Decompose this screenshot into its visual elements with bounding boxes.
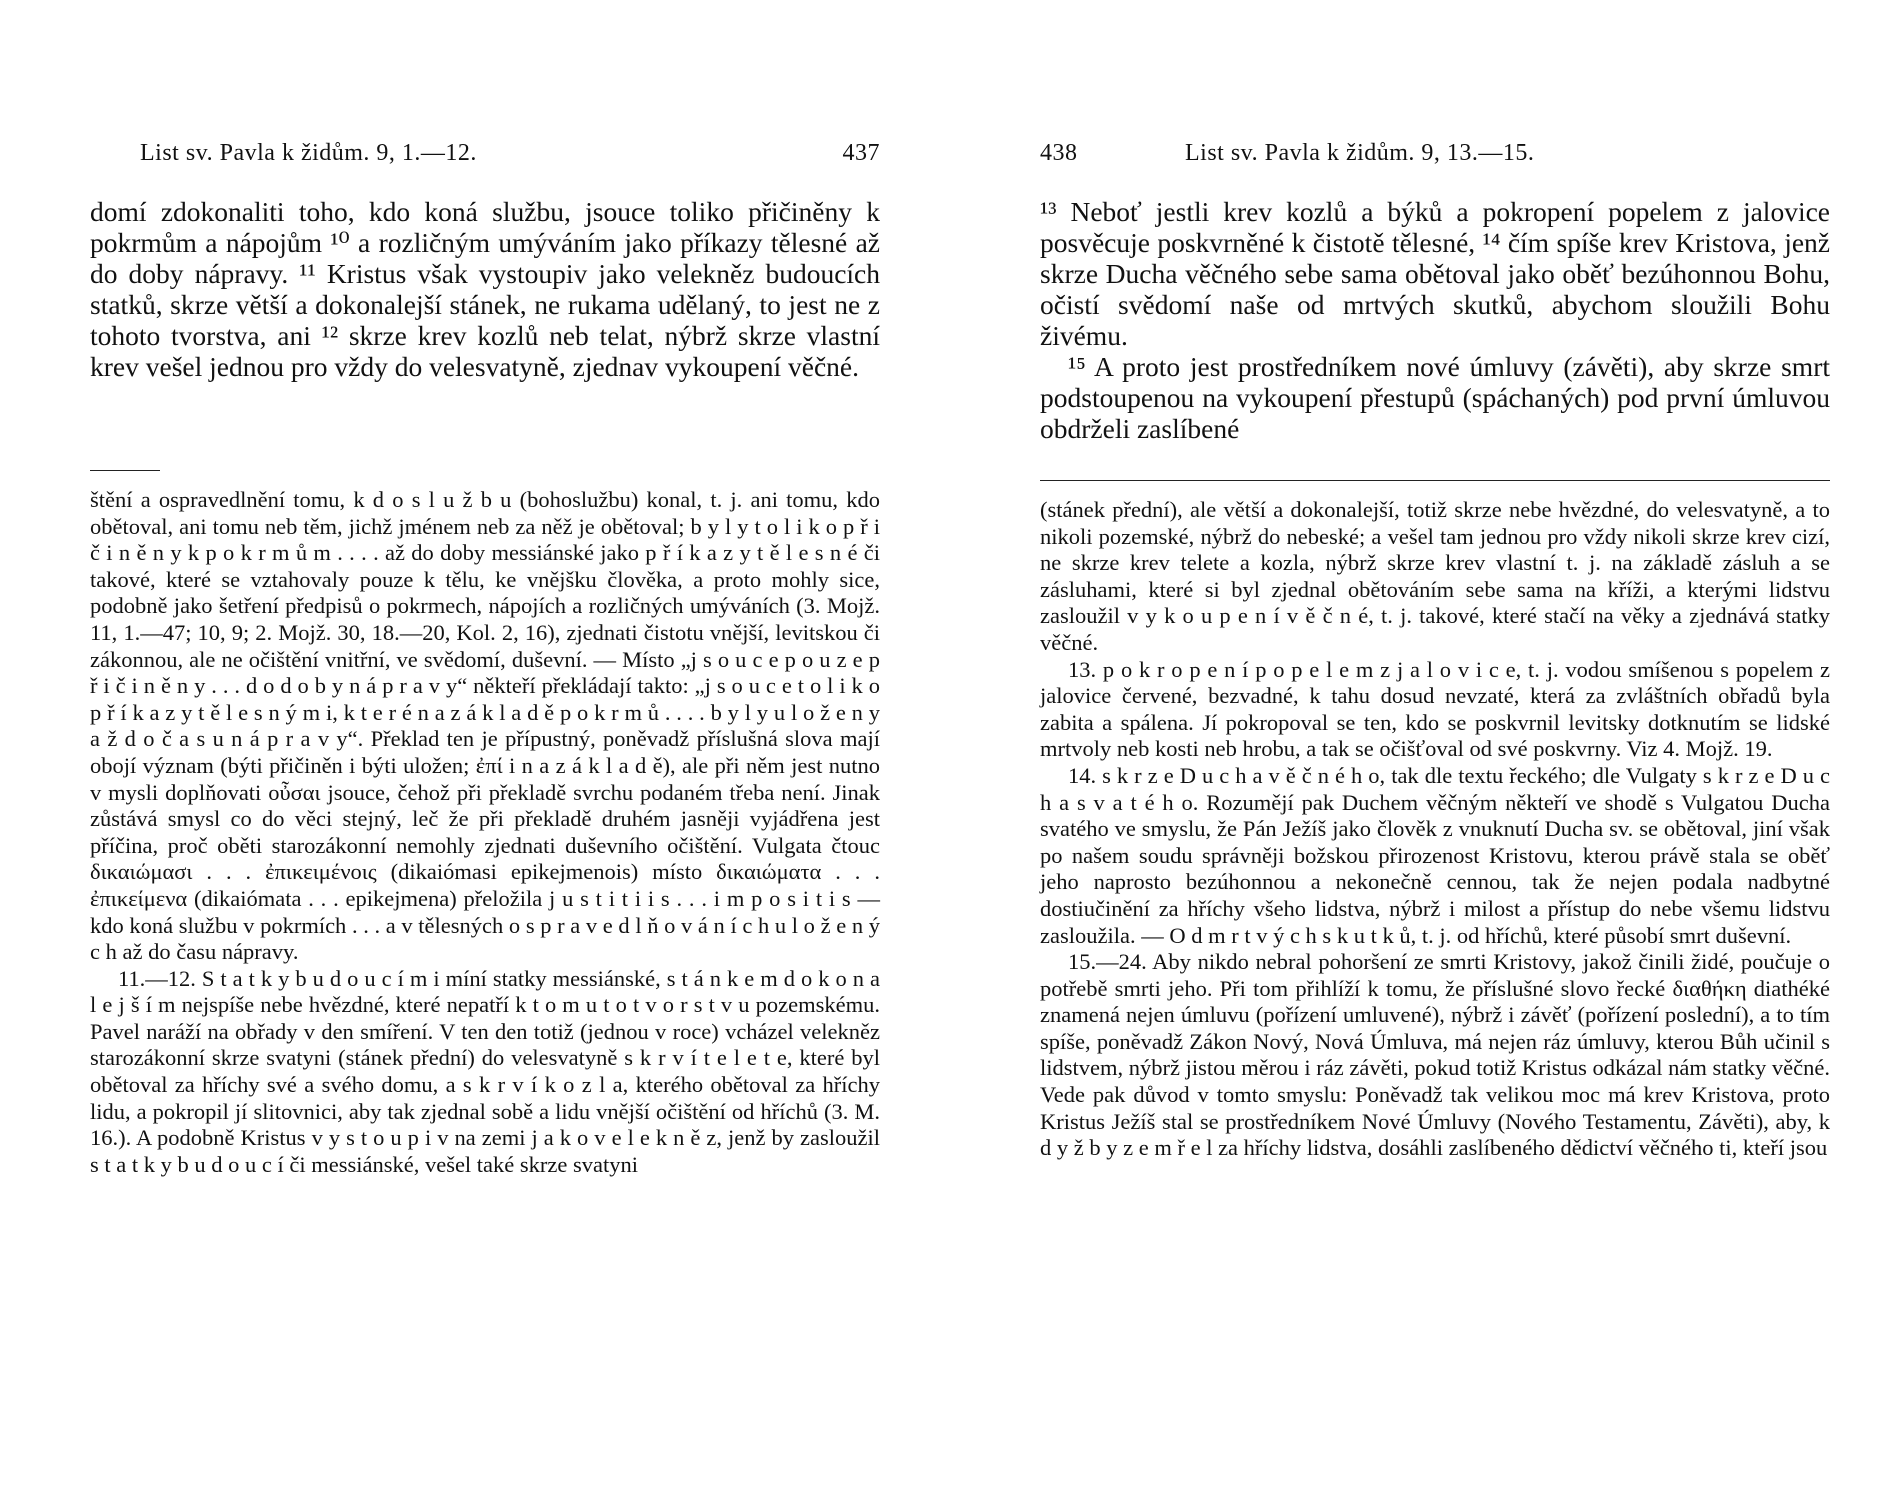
footnote-rule: [90, 470, 160, 471]
note-paragraph: 11.—12. S t a t k y b u d o u c í m i míní statky messiánské, s t á n k e m d o k o n a l e j š í m nejspíše nebe hvězdné, které nepatří k t o m u t o t v o r s t v u pozemskému. Pavel naráží na obřady v den smíření. V ten den totiž (jednou v roce) vcházel velekněz starozákonní skrze svatyni (stánek přední) do velesvatyně s k r v í t e l e t e, které byl obětoval za hříchy své a svého domu, a s k r v í k o z l a, kterého obětoval za hříchy lidu, a pokropil jí slitovnici, aby tak zjednal sobě a lidu vnější očištění od hříchů (3. M. 16.). A podobně Kristus v y s t o u p i v na zemi j a k o v e l e k n ě z, jenž by zasloužil s t a t k y b u d o u c í či messiánské, vešel také skrze svatyni: [90, 965, 880, 1177]
main-paragraph: ¹³ Neboť jestli krev kozlů a býků a pokropení popelem z jalovice posvěcuje poskvrněné k čistotě tělesné, ¹⁴ čím spíše krev Kristova, jenž skrze Ducha věčného sebe sama obětoval jako oběť bezúhonnou Bohu, očistí svědomí naše od mrtvých skutků, abychom sloužili Bohu živému.: [1040, 196, 1830, 351]
main-text: [90, 196, 880, 382]
note-paragraph: 14. s k r z e D u c h a v ě č n é h o, tak dle textu řeckého; dle Vulgaty s k r z e D u c h a s v a t é h o. Rozumějí pak Duchem věčným někteří ve shodě s Vulgatou Ducha svatého ve smyslu, že Pán Ježíš jako člověk z vnuknutí Ducha sv. se obětoval, jiní však po našem soudu správněji božskou přirozenost Kristovu, kterou právě stala se oběť jeho naprosto bezúhonnou a nekonečně cennou, tak že nejen podala nadbytné dostiučinění za hříchy všeho lidstva, nýbrž i milost a přístup do nebe všemu lidstvu zasloužila. — O d m r t v ý c h s k u t k ů, t. j. od hříchů, které působí smrt duševní.: [1040, 762, 1830, 948]
running-head: List sv. Pavla k židům. 9, 13.—15.: [1185, 140, 1535, 166]
note-paragraph: (stánek přední), ale větší a dokonalejší, totiž skrze nebe hvězdné, do velesvatyně, a to nikoli pozemské, nýbrž do nebeské; a vešel tam jednou pro vždy nikoli skrze krev cizí, ne skrze krev telete a kozla, nýbrž skrze krev vlastní t. j. na základě zásluh a se zásluhami, které si byl zjednal obětováním sebe sama na kříži, a kterými lidstvu zasloužil v y k o u p e n í v ě č n é, t. j. takové, které stačí na věky a zjednává statky věčné.: [1040, 497, 1830, 655]
right-page: [1040, 0, 1830, 1500]
main-text: [1040, 196, 1830, 444]
note-paragraph: 13. p o k r o p e n í p o p e l e m z j a l o v i c e, t. j. vodou smíšenou s popelem z jalovice červené, bezvadné, k tahu dosud nevzaté, která za zvláštních obřadů byla zabita a spálena. Jí pokropoval se ten, kdo se poskvrnil levitsky dotknutím se lidské mrtvoly neb kosti neb hrobu, a tak se očišťoval od své poskvrny. Viz 4. Mojž. 19.: [1040, 656, 1830, 762]
commentary-notes: [1040, 497, 1830, 1162]
right-page-header: [1040, 140, 1830, 174]
left-page: [90, 0, 880, 1500]
running-head: List sv. Pavla k židům. 9, 1.—12.: [140, 140, 477, 166]
note-paragraph: 15.—24. Aby nikdo nebral pohoršení ze smrti Kristovy, jakož činili židé, poučuje o potřebě smrti jeho. Při tom přihlíží k tomu, že příslušné slovo řecké διαθήκη diathéké znamená nejen úmluvu (pořízení umluvené), nýbrž i závěť (pořízení poslední), a to tím spíše, poněvadž Zákon Nový, Nová Úmluva, má nejen ráz úmluvy, kterou Bůh učinil s lidstvem, nýbrž jistou měrou i ráz závěti, pokud totiž Kristus odkázal nám statky věčné. Vede pak důvod v tomto smyslu: Poněvadž tak velikou moc má krev Kristova, proto Kristus Ježíš stal se prostředníkem Nové Úmluvy (Nového Testamentu, Závěti), aby, k d y ž b y z e m ř e l za hříchy lidstva, dosáhli zaslíbeného dědictví věčného ti, kteří jsou: [1040, 949, 1830, 1161]
page-number: 437: [842, 140, 880, 166]
note-paragraph: štění a ospravedlnění tomu, k d o s l u ž b u (bohoslužbu) konal, t. j. ani tomu, kdo obětoval, ani tomu neb těm, jichž jménem neb za něž je obětoval; b y l y t o l i k o p ř i č i n ě n y k p o k r m ů m . . . . až do doby messiánské jako p ř í k a z y t ě l e s n é či takové, které se vztahovaly pouze k tělu, ke vnějšku člověka, a proto mohly sice, podobně jako šetření předpisů o pokrmech, nápojích a rozličných umýváních (3. Mojž. 11, 1.—47; 10, 9; 2. Mojž. 30, 18.—20, Kol. 2, 16), zjednati čistotu vnější, levitskou či zákonnou, ale ne očištění vnitřní, ve svědomí, duševní. — Místo „j s o u c e p o u z e p ř i č i n ě n y . . . d o d o b y n á p r a v y“ někteří překládají takto: „j s o u c e t o l i k o p ř í k a z y t ě l e s n ý m i, k t e r é n a z á k l a d ě p o k r m ů . . . . b y l y u l o ž e n y a ž d o č a s u n á p r a v y“. Překlad ten je přípustný, poněvadž příslušná slova mají obojí význam (býti přičiněn i býti uložen; ἐπί i n a z á k l a d ě), ale při něm jest nutno v mysli doplňovati οὖσαι jsouce, čehož při překladě svrchu podaném třeba není. Jinak zůstává smysl co do věci stejný, leč že při překladě druhém jasněji vyjádřena jest příčina, proč oběti starozákonní nemohly zjednati duševního očištění. Vulgata čtouc δικαιώμασι . . . ἐπικειμένοις (dikaiómasi epikejmenois) místo δικαιώματα . . . ἐπικείμενα (dikaiómata . . . epikejmena) přeložila j u s t i t i i s . . . i m p o s i t i s — kdo koná službu v pokrmích . . . a v tělesných o s p r a v e d l ň o v á n í c h u l o ž e n ý c h až do času nápravy.: [90, 487, 880, 965]
left-page-header: [90, 140, 880, 174]
page-number: 438: [1040, 140, 1078, 166]
footnote-rule: [1040, 480, 1830, 481]
main-paragraph: domí zdokonaliti toho, kdo koná službu, jsouce toliko přičiněny k pokrmům a nápojům ¹⁰ a rozličným umýváním jako příkazy tělesné až do doby nápravy. ¹¹ Kristus však vystoupiv jako velekněz budoucích statků, skrze větší a dokonalejší stánek, ne rukama udělaný, to jest ne z tohoto tvorstva, ani ¹² skrze krev kozlů neb telat, nýbrž skrze vlastní krev vešel jednou pro vždy do velesvatyně, zjednav vykoupení věčné.: [90, 196, 880, 382]
commentary-notes: [90, 487, 880, 1178]
main-paragraph: ¹⁵ A proto jest prostředníkem nové úmluvy (závěti), aby skrze smrt podstoupenou na vykoupení přestupů (spáchaných) pod první úmluvou obdrželi zaslíbené: [1040, 351, 1830, 444]
